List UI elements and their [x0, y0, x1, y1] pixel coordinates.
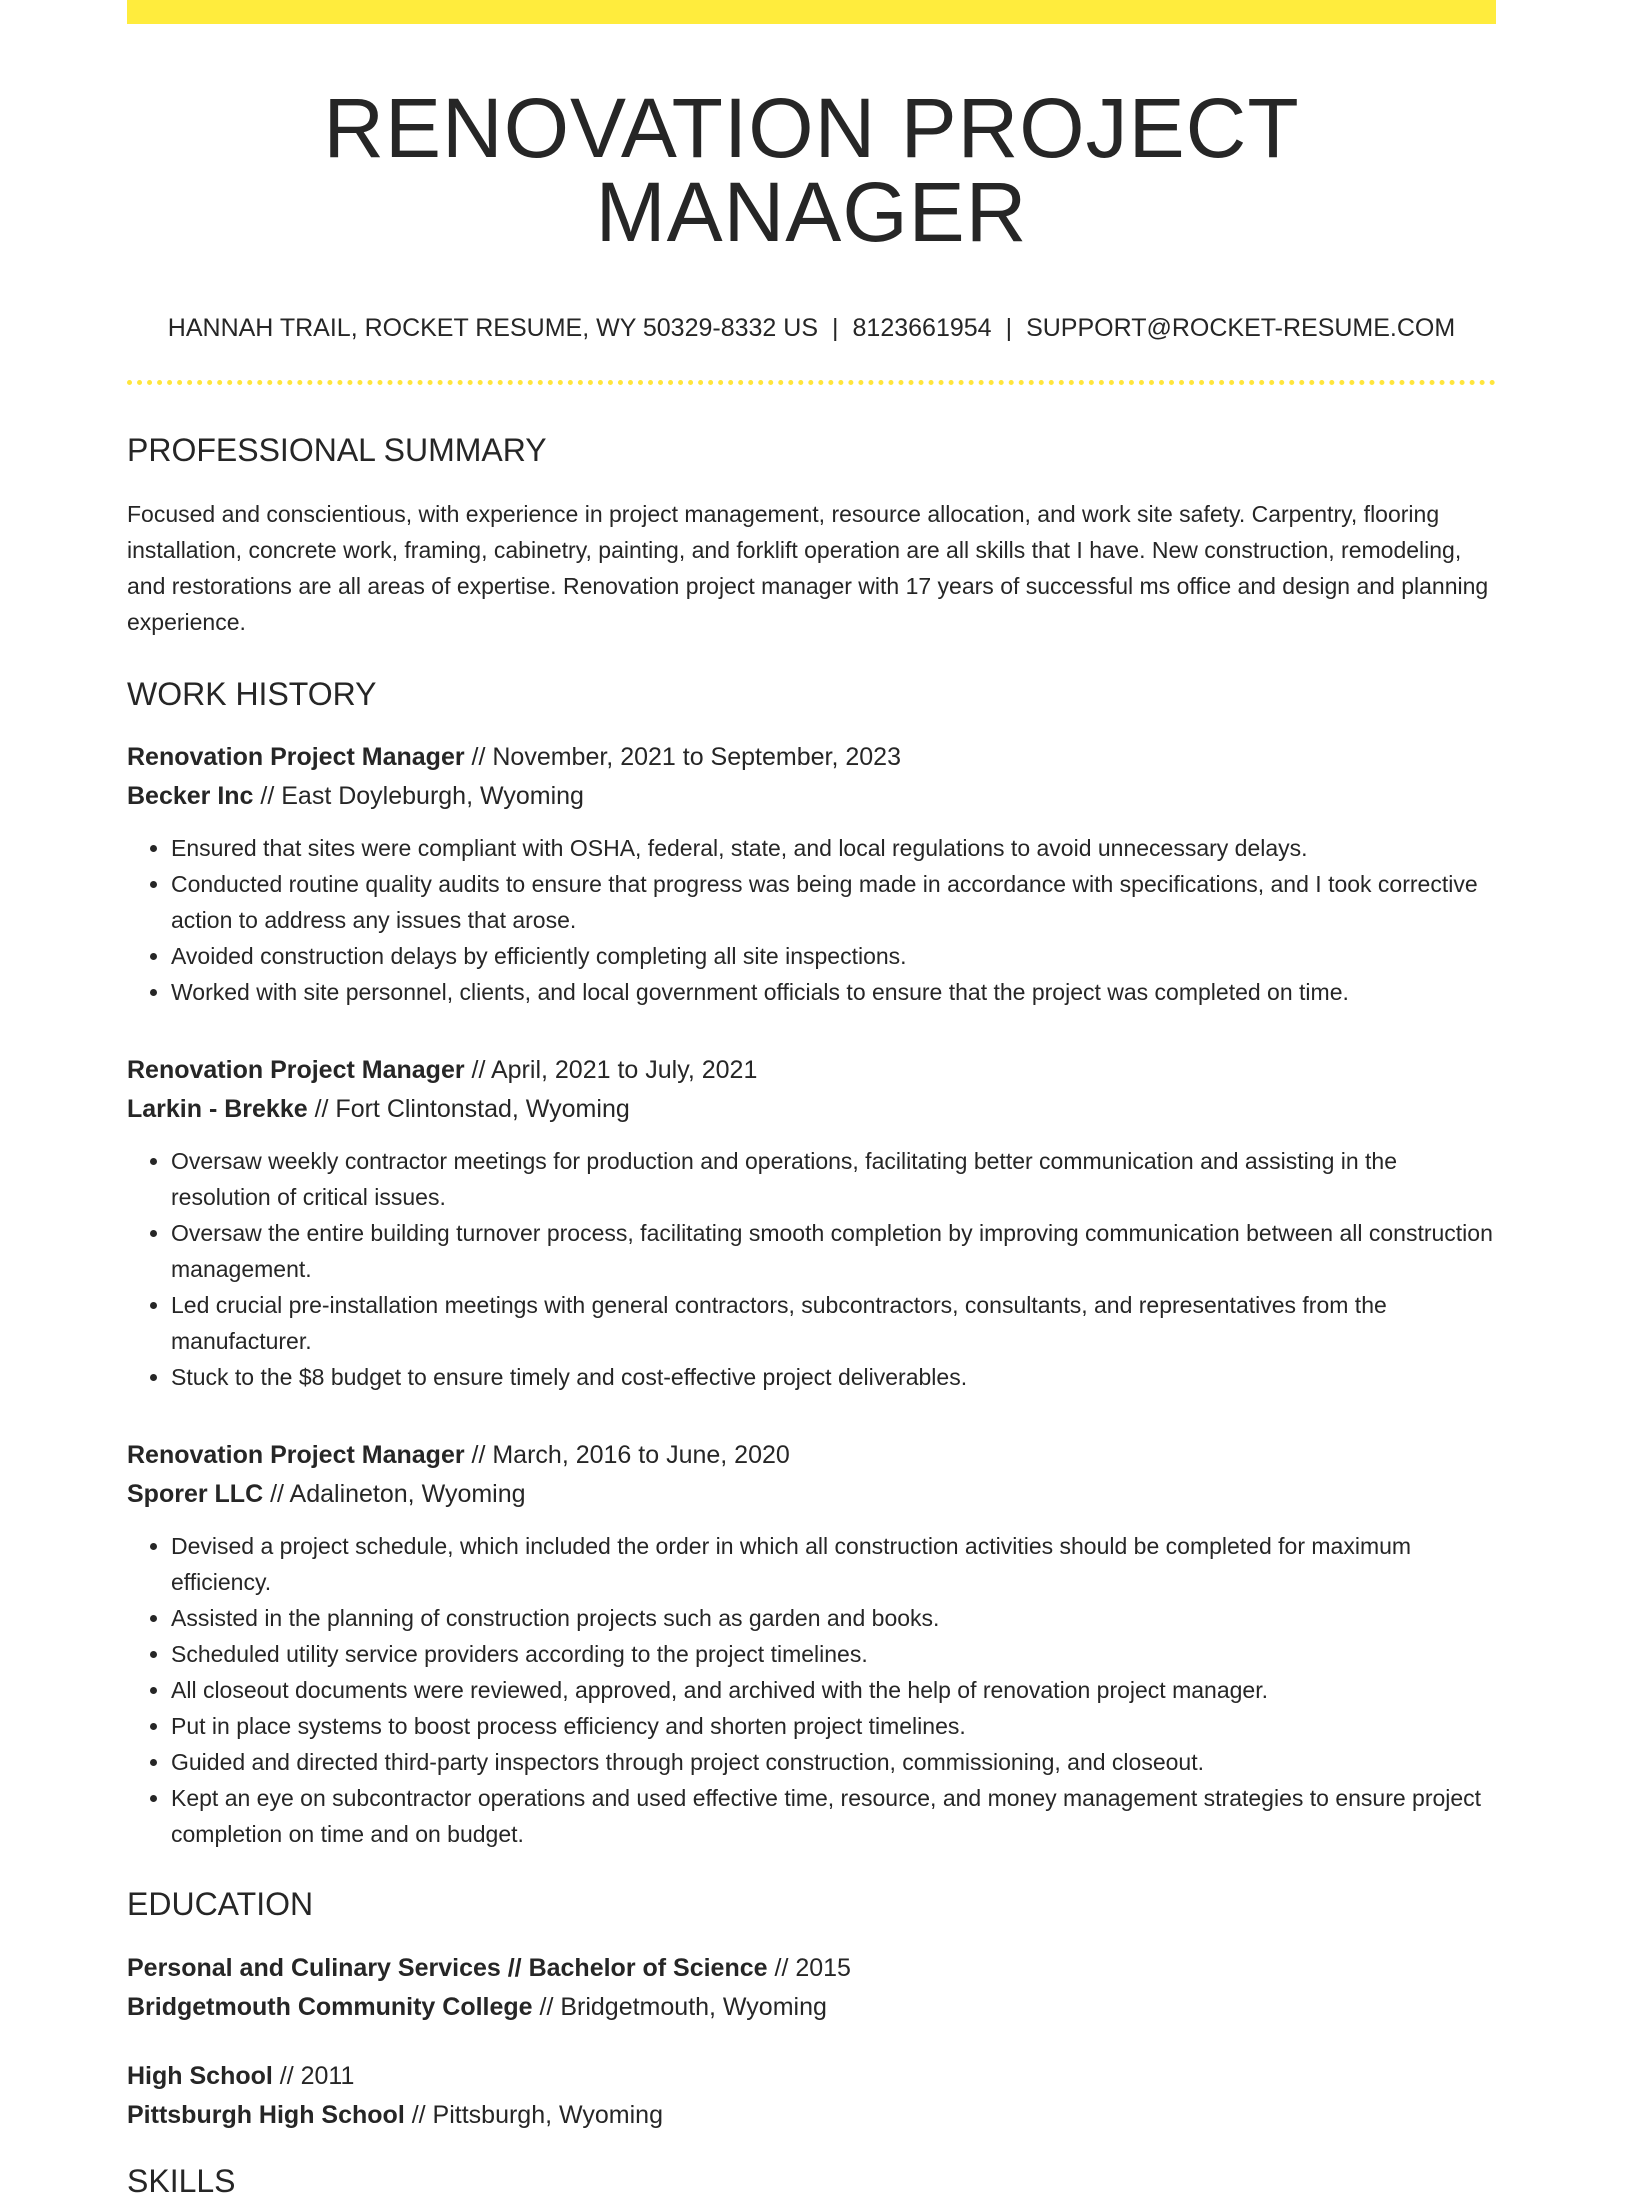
list-item: • Avoided construction delays by efficiently completing all site inspections.: [171, 938, 1496, 974]
job-title-line: [127, 1436, 1496, 1475]
job-company-line: [127, 777, 1496, 816]
list-item: • Stuck to the $8 budget to ensure timely and cost-effective project deliverables.: [171, 1359, 1496, 1395]
degree-line: [127, 2057, 1496, 2096]
contact-phone: 8123661954: [852, 314, 992, 342]
list-item: • Assisted in the planning of construction projects such as garden and books.: [171, 1600, 1496, 1636]
job-dates: // April, 2021 to July, 2021: [464, 1056, 758, 1084]
education-section: [127, 1888, 1496, 2135]
list-item: • Ensured that sites were compliant with OSHA, federal, state, and local regulations to avoid unnecessary delays.: [171, 830, 1496, 866]
contact-line: [127, 316, 1496, 341]
section-heading: WORK HISTORY: [127, 676, 377, 712]
job-title: Renovation Project Manager: [127, 1441, 465, 1469]
summary-text: Focused and conscientious, with experience in project management, resource allocation, and work site safety. Carpentry, flooring installation, concrete work, framing, cabinetry, painting, and forklift operation are all skills that I have. New construction, remodeling, and restorations are all areas of expertise. Renovation project manager with 17 years of successful ms office and design and planning experience.: [127, 501, 1489, 635]
skills-section: [127, 2165, 1496, 2197]
school-line: [127, 1988, 1496, 2027]
top-accent-bar: [127, 0, 1496, 24]
job-bullets: [127, 830, 1496, 1010]
list-item: • Kept an eye on subcontractor operations and used effective time, resource, and money management strategies to ensure project completion on time and on budget.: [171, 1780, 1496, 1852]
job-company: Sporer LLC: [127, 1480, 264, 1508]
degree: Personal and Culinary Services // Bachelor of Science: [127, 1954, 768, 1982]
graduation-year: // 2011: [272, 2062, 355, 2090]
graduation-year: // 2015: [767, 1954, 851, 1982]
dotted-divider: [127, 380, 1496, 385]
school-name: Bridgetmouth Community College: [127, 1993, 533, 2021]
work-history-section: [127, 678, 1496, 1852]
contact-address: HANNAH TRAIL, ROCKET RESUME, WY 50329-8332 US: [167, 314, 819, 342]
job-bullets: [127, 1143, 1496, 1395]
section-heading: EDUCATION: [127, 1886, 314, 1922]
list-item: • Oversaw the entire building turnover process, facilitating smooth completion by improving communication between all construction management.: [171, 1215, 1496, 1287]
job-title-line: [127, 738, 1496, 777]
professional-summary-section: [127, 434, 1496, 640]
contact-email: SUPPORT@ROCKET-RESUME.COM: [1026, 314, 1456, 342]
contact-separator: |: [1005, 314, 1013, 342]
list-item: • Guided and directed third-party inspectors through project construction, commissioning, and closeout.: [171, 1744, 1496, 1780]
school-location: // Bridgetmouth, Wyoming: [532, 1993, 827, 2021]
job-company-line: [127, 1475, 1496, 1514]
contact-separator: |: [832, 314, 839, 342]
list-item: • Devised a project schedule, which included the order in which all construction activities should be completed for maximum efficiency.: [171, 1528, 1496, 1600]
job-location: // Adalineton, Wyoming: [263, 1480, 526, 1508]
section-heading: PROFESSIONAL SUMMARY: [127, 432, 547, 468]
list-item: • Scheduled utility service providers according to the project timelines.: [171, 1636, 1496, 1672]
school-location: // Pittsburgh, Wyoming: [404, 2101, 663, 2129]
job-location: // East Doyleburgh, Wyoming: [253, 782, 584, 810]
resume-page: [127, 0, 1496, 2197]
job-company: Larkin - Brekke: [127, 1095, 308, 1123]
job-entry: [127, 738, 1496, 1010]
job-dates: // November, 2021 to September, 2023: [464, 743, 901, 771]
job-entry: [127, 1051, 1496, 1395]
list-item: • Worked with site personnel, clients, and local government officials to ensure that the project was completed on time.: [171, 974, 1496, 1010]
school-name: Pittsburgh High School: [127, 2101, 405, 2129]
school-line: [127, 2096, 1496, 2135]
list-item: • All closeout documents were reviewed, approved, and archived with the help of renovation project manager.: [171, 1672, 1496, 1708]
job-company-line: [127, 1090, 1496, 1129]
list-item: • Put in place systems to boost process efficiency and shorten project timelines.: [171, 1708, 1496, 1744]
education-entry: [127, 2057, 1496, 2135]
list-item: • Conducted routine quality audits to ensure that progress was being made in accordance with specifications, and I took corrective action to address any issues that arose.: [171, 866, 1496, 938]
degree: High School: [127, 2062, 273, 2090]
job-entry: [127, 1436, 1496, 1852]
degree-line: [127, 1949, 1496, 1988]
job-company: Becker Inc: [127, 782, 254, 810]
job-dates: // March, 2016 to June, 2020: [464, 1441, 790, 1469]
job-title: Renovation Project Manager: [127, 743, 465, 771]
job-location: // Fort Clintonstad, Wyoming: [307, 1095, 630, 1123]
job-bullets: [127, 1528, 1496, 1852]
section-heading: SKILLS: [127, 2163, 236, 2199]
list-item: • Led crucial pre-installation meetings with general contractors, subcontractors, consultants, and representatives from the manufacturer.: [171, 1287, 1496, 1359]
education-entry: [127, 1949, 1496, 2027]
list-item: • Oversaw weekly contractor meetings for production and operations, facilitating better communication and assisting in the resolution of critical issues.: [171, 1143, 1496, 1215]
job-title-line: [127, 1051, 1496, 1090]
job-title: Renovation Project Manager: [127, 1056, 465, 1084]
page-title: RENOVATION PROJECT MANAGER: [323, 81, 1300, 259]
